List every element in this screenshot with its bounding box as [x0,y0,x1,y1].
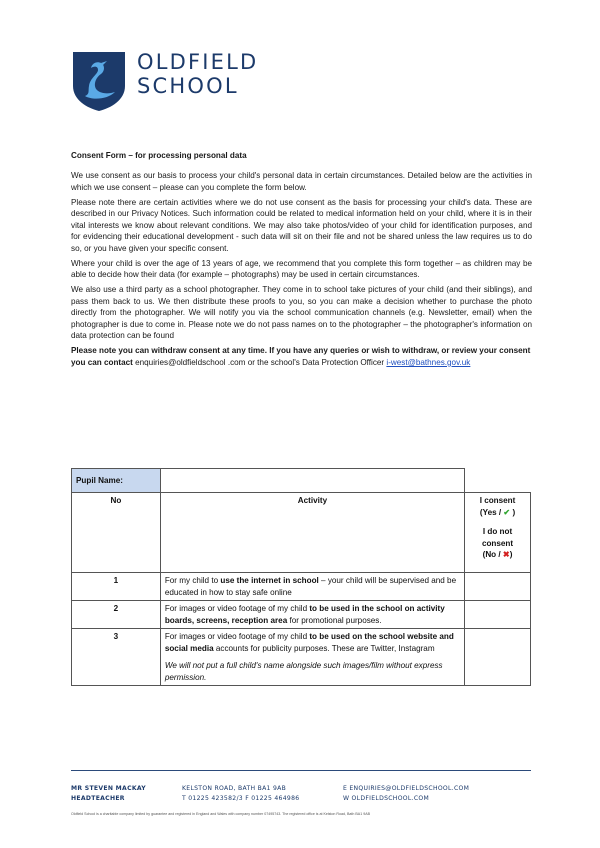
consent-response-cell[interactable] [465,573,531,601]
paragraph-exceptions: Please note there are certain activities where we do not use consent as the basis for processing your child's data. These are described in our Privacy Notices. Such information could be related to medical information held on your child, where it is in their vital interests we know about relevant conditions. We may also take photos/video of your child for identification purposes, and for evidencing their educational development - such data will sit on their file and not be shared unless the law requires us to do so, or you have given your specific consent. [71,197,532,253]
row-number: 3 [72,629,161,686]
paragraph-photographer: We also use a third party as a school photographer. They come in to school take pictures of your child (and their siblings), and pass them back to us. We then distribute these proofs to you, so you can make a decision whether to purchase the photo directly from the photographer. We will notify you via the school communication channels (e.g. Newsletter, email) when the photographer is due to come in. Please note we do not pass names on to the photographer – the photographer's information on data protection can be found [71,285,532,341]
school-crest-logo [71,50,127,112]
consent-response-cell[interactable] [465,629,531,686]
tick-icon: ✔ [503,507,511,517]
footer-website[interactable]: W OLDFIELDSCHOOL.COM [343,795,430,802]
consent-table [71,468,531,686]
paragraph-purpose: We use consent as our basis to process your child's personal data in certain circumstances. Detailed below are the activities in which we use consent – please can you complete the form below. [71,171,532,192]
row-activity: For images or video footage of my child to be used in the school on activity boards, screens, reception area for promotional purposes. [160,601,464,629]
pupil-name-field[interactable] [160,469,464,493]
consent-intro [71,150,532,372]
footer-contact [343,784,469,804]
row-number: 1 [72,573,161,601]
footer-email[interactable]: E ENQUIRIES@OLDFIELDSCHOOL.COM [343,785,470,792]
dpo-email-link[interactable]: i-west@bathnes.gov.uk [386,357,471,367]
paragraph-withdraw [71,345,532,368]
header-consent: I consent (Yes / ✔ ) I do not consent (No / ✖) [465,493,531,573]
table-row [72,629,531,686]
paragraph-age: Where your child is over the age of 13 years of age, we recommend that you complete this form together – as children may be able to decide how their data (for example – photographs) may be used in certain circumstances. [71,258,532,280]
consent-response-cell[interactable] [465,601,531,629]
footer-headteacher: MR STEVEN MACKAY HEADTEACHER [71,785,147,802]
withdraw-rest: enquiries@oldfieldschool .com or the school's Data Protection Officer [132,357,387,367]
row-note: We will not put a full child's name alongside such images/film without express permission. [164,661,443,682]
school-name: OLDFIELD SCHOOL [137,50,259,98]
table-row [72,573,531,601]
pupil-name-label: Pupil Name: [72,469,161,493]
row-activity: For images or video footage of my child to be used on the school website and social media accounts for publicity purposes. These are Twitter, Instagram We will not put a full child's name alongside such images/film without express permission. [160,629,464,686]
row-number: 2 [72,601,161,629]
table-row [72,601,531,629]
withdraw-bold: Please note you can withdraw consent at any time. If you have any queries or wish to withdraw, or review your consent you can contact [71,346,531,367]
form-title: Consent Form – for processing personal data [71,151,247,160]
cross-icon: ✖ [502,550,510,559]
header-no: No [72,493,161,573]
footer-divider [71,770,531,771]
pupil-name-row [72,469,531,493]
table-header-row [72,493,531,573]
footer-address: KELSTON ROAD, BATH BA1 9AB T 01225 423582/3 F 01225 464986 [182,785,300,802]
row-activity: For my child to use the internet in school – your child will be supervised and be educated in how to stay safe online [160,573,464,601]
legal-notice: Oldfield School is a charitable company limited by guarantee and registered in England and Wales with company number 07495743. The registered office is at Kelston Road, Bath BA1 9AB [71,812,370,816]
header-activity: Activity [160,493,464,573]
